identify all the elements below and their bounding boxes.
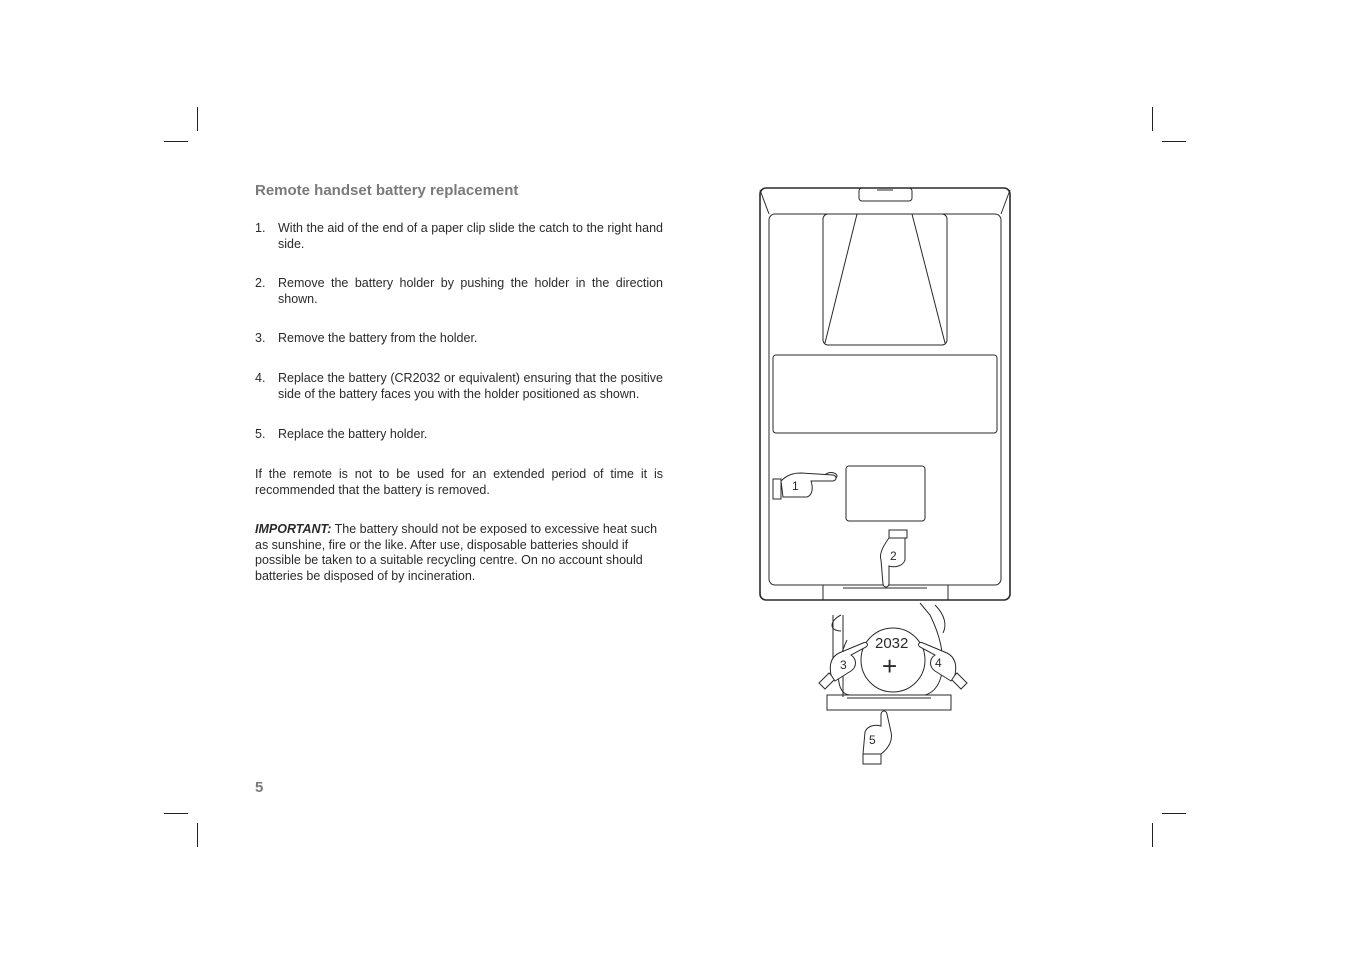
step-text: Replace the battery holder. xyxy=(278,427,428,441)
important-note xyxy=(255,522,663,584)
step-number: 4. xyxy=(255,371,266,385)
instruction-step xyxy=(255,276,663,307)
instruction-step xyxy=(255,371,663,402)
step-text: Remove the battery from the holder. xyxy=(278,331,478,345)
remote-body xyxy=(760,188,1010,600)
crop-mark xyxy=(1162,813,1186,814)
crop-mark xyxy=(1162,141,1186,142)
callout-number: 5 xyxy=(869,733,876,747)
important-label: IMPORTANT: xyxy=(255,522,332,536)
step-text: Replace the battery (CR2032 or equivalent) ensuring that the positive side of the battery faces you with the holder positioned as shown. xyxy=(278,371,663,401)
callout-number: 1 xyxy=(792,479,799,493)
crop-mark xyxy=(197,823,198,847)
instruction-step xyxy=(255,331,663,347)
callout-number: 2 xyxy=(890,549,897,563)
step-text: Remove the battery holder by pushing the holder in the direction shown. xyxy=(278,276,663,306)
polarity-symbol: + xyxy=(882,651,898,681)
battery-label: 2032 xyxy=(875,635,909,652)
battery-diagram xyxy=(755,185,1015,775)
crop-mark xyxy=(164,813,188,814)
crop-mark xyxy=(164,141,188,142)
battery-catch xyxy=(846,466,925,521)
step-number: 1. xyxy=(255,221,266,235)
step-number: 5. xyxy=(255,427,266,441)
crop-mark xyxy=(1152,107,1153,131)
holder-tray xyxy=(827,695,951,710)
pointing-hand-icon xyxy=(919,642,967,689)
page-title: Remote handset battery replacement xyxy=(255,182,519,199)
callout-number: 4 xyxy=(935,656,942,670)
crop-mark xyxy=(197,107,198,131)
step-number: 2. xyxy=(255,276,266,290)
storage-note: If the remote is not to be used for an extended period of time it is recommended that the battery is removed. xyxy=(255,467,663,497)
instruction-step xyxy=(255,427,663,443)
crop-mark xyxy=(1152,823,1153,847)
page-number: 5 xyxy=(255,779,264,796)
important-text: The battery should not be exposed to excessive heat such as sunshine, fire or the like. After use, disposable batteries should if possible be taken to a suitable recycling centre. On no account should batteries be disposed of by incineration. xyxy=(255,522,658,583)
pointing-hand-icon xyxy=(863,711,892,764)
callout-number: 3 xyxy=(840,658,847,672)
remote-display xyxy=(773,355,997,433)
step-text: With the aid of the end of a paper clip slide the catch to the right hand side. xyxy=(278,221,663,251)
step-number: 3. xyxy=(255,331,266,345)
pointing-hand-icon xyxy=(773,473,836,499)
remote-inner-panel xyxy=(769,214,1001,585)
instruction-step xyxy=(255,221,663,252)
